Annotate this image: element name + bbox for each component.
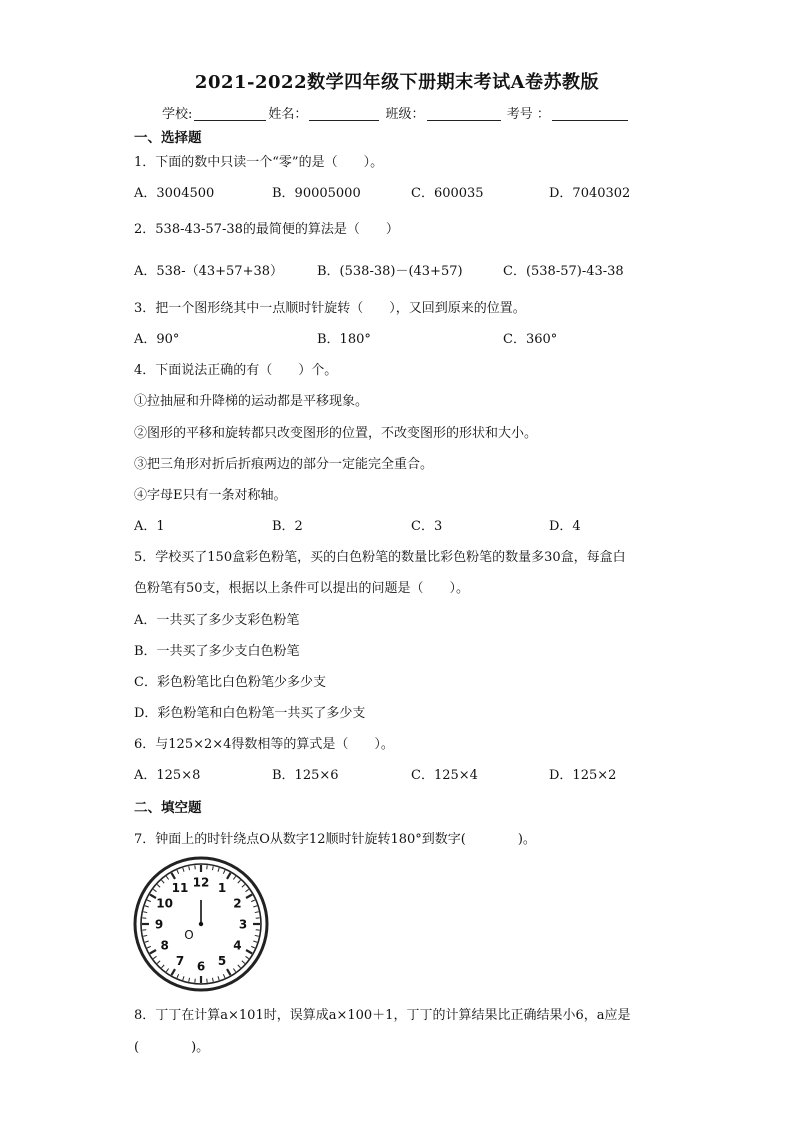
clock-minute-tick [242,885,245,888]
question-4-option-d[interactable]: D．4 [549,519,581,534]
question-4-option-b[interactable]: B．2 [272,519,303,534]
clock-numeral: 3 [238,917,248,932]
question-1-option-a[interactable]: A．3004500 [134,186,215,201]
question-4-stem: 4．下面说法正确的有（ ）个。 [134,363,338,378]
question-6-option-b[interactable]: B．125×6 [272,768,339,783]
exam-title: 2021-2022数学四年级下册期末考试A卷苏教版 [194,72,600,93]
clock-minute-tick [153,889,156,891]
question-3-stem: 3．把一个图形绕其中一点顺时针旋转（ ），又回到原来的位置。 [134,301,526,316]
student-info-line [162,103,630,122]
clock-minute-tick [166,876,168,879]
clock-numeral: 7 [175,953,185,968]
clock-minute-tick [253,941,257,942]
clock-hour-tick [246,950,252,954]
question-4-option-c[interactable]: C．3 [411,519,443,534]
clock-minute-tick [251,946,255,948]
clock-minute-tick [162,880,165,883]
question-1-option-b[interactable]: B．90005000 [272,186,361,201]
clock-hour-tick [246,895,252,899]
exam-no-field[interactable] [552,106,628,121]
question-2-stem: 2．538-43-57-38的最简便的算法是（ ） [134,222,399,237]
question-7-stem: 7．钟面上的时针绕点O从数字12顺时针旋转180°到数字( )。 [134,832,536,847]
class-field[interactable] [427,106,501,121]
clock-minute-tick [255,912,259,913]
school-label: 学校: [162,107,193,122]
clock-numeral: 10 [156,896,173,911]
clock-minute-tick [145,906,149,907]
name-label: 姓名： [268,107,308,122]
question-6-option-c[interactable]: C．125×4 [411,768,478,783]
question-2-option-c[interactable]: C．(538-57)-43-38 [503,264,624,279]
clock-minute-tick [242,961,245,964]
question-4-statement-2: ②图形的平移和旋转都只改变图形的位置，不改变图形的形状和大小。 [134,426,538,441]
question-2-option-a[interactable]: A．538-（43+57+38） [134,264,284,279]
clock-minute-tick [147,946,151,948]
question-4-statement-4: ④字母E只有一条对称轴。 [134,488,287,503]
question-5-stem-line-2: 色粉笔有50支，根据以上条件可以提出的问题是（ ）。 [134,581,470,596]
school-field[interactable] [194,106,266,121]
clock-minute-tick [162,965,165,968]
clock-hour-tick [172,873,176,879]
clock-minute-tick [189,978,190,982]
clock-minute-tick [223,974,225,978]
clock-numeral: 5 [217,953,227,968]
clock-minute-tick [251,900,255,902]
question-4-option-a[interactable]: A．1 [134,519,165,534]
clock-minute-tick [223,870,225,874]
question-5-option-a[interactable]: A．一共买了多少支彩色粉笔 [134,613,300,628]
clock-hour-tick [150,950,156,954]
clock-minute-tick [177,974,179,978]
question-5-stem-line-1: 5．学校买了150盒彩色粉笔，买的白色粉笔的数量比彩色粉笔的数量多30盒，每盒白 [134,550,626,565]
clock-center-dot [199,922,203,926]
question-3-option-b[interactable]: B．180° [317,332,371,347]
clock-center-label: O [184,928,194,942]
question-1-option-c[interactable]: C．600035 [411,186,484,201]
clock-numeral: 12 [192,875,210,890]
clock-minute-tick [183,976,184,980]
clock-minute-tick [218,868,219,872]
clock-numeral: 9 [154,917,164,932]
question-1-stem: 1．下面的数中只读一个“零”的是（ ）。 [134,155,384,170]
clock-hour-tick [172,969,176,975]
question-6-option-a[interactable]: A．125×8 [134,768,201,783]
question-4-statement-3: ③把三角形对折后折痕两边的部分一定能完全重合。 [134,457,434,472]
question-5-option-d[interactable]: D．彩色粉笔和白色粉笔一共买了多少支 [134,706,366,721]
clock-minute-tick [246,889,249,891]
name-field[interactable] [309,106,379,121]
clock-numeral: 4 [233,938,242,953]
question-3-option-a[interactable]: A．90° [134,332,180,347]
clock-minute-tick [166,969,168,972]
clock-minute-tick [255,935,259,936]
clock-minute-tick [233,876,235,879]
clock-minute-tick [189,866,190,870]
question-5-option-c[interactable]: C．彩色粉笔比白色粉笔少多少支 [134,675,326,690]
clock-hour-tick [150,895,156,899]
clock-minute-tick [143,935,147,936]
clock-minute-tick [183,868,184,872]
question-6-stem: 6．与125×2×4得数相等的算式是（ ）。 [134,737,394,752]
clock-numeral: 1 [217,881,227,896]
clock-hour-tick [227,873,231,879]
question-6-option-d[interactable]: D．125×2 [549,768,617,783]
question-1-option-d[interactable]: D．7040302 [549,186,631,201]
clock-minute-tick [157,885,160,888]
question-3-option-c[interactable]: C．360° [503,332,558,347]
clock-minute-tick [157,961,160,964]
question-2-option-b[interactable]: B．(538-38)－(43+57) [317,264,463,279]
class-label: 班级： [385,107,425,122]
section-heading-fill-in: 二、填空题 [134,800,202,816]
clock-minute-tick [177,870,179,874]
clock-minute-tick [153,956,156,958]
clock-hour-tick [227,969,231,975]
clock-figure [131,855,271,993]
exam-no-label: 考号 ： [506,107,550,122]
clock-minute-tick [246,956,249,958]
question-8-stem-line-1: 8．丁丁在计算a×101时，误算成a×100＋1，丁丁的计算结果比正确结果小6，a应是 [134,1008,631,1023]
clock-minute-tick [147,900,151,902]
section-heading-choice: 一、选择题 [134,130,202,146]
clock-numeral: 2 [233,896,242,911]
question-5-option-b[interactable]: B．一共买了多少支白色粉笔 [134,644,300,659]
clock-minute-tick [212,866,213,870]
question-4-statement-1: ①拉抽屉和升降梯的运动都是平移现象。 [134,394,369,409]
clock-minute-tick [212,978,213,982]
clock-minute-tick [145,941,149,942]
clock-numeral: 11 [171,881,189,896]
clock-minute-tick [238,880,241,883]
clock-minute-tick [238,965,241,968]
clock-minute-tick [233,969,235,972]
question-8-stem-line-2: ( )。 [134,1040,210,1055]
clock-minute-tick [218,976,219,980]
clock-numeral: 6 [196,959,206,974]
clock-minute-tick [253,906,257,907]
clock-minute-tick [143,912,147,913]
clock-numeral: 8 [160,938,169,953]
